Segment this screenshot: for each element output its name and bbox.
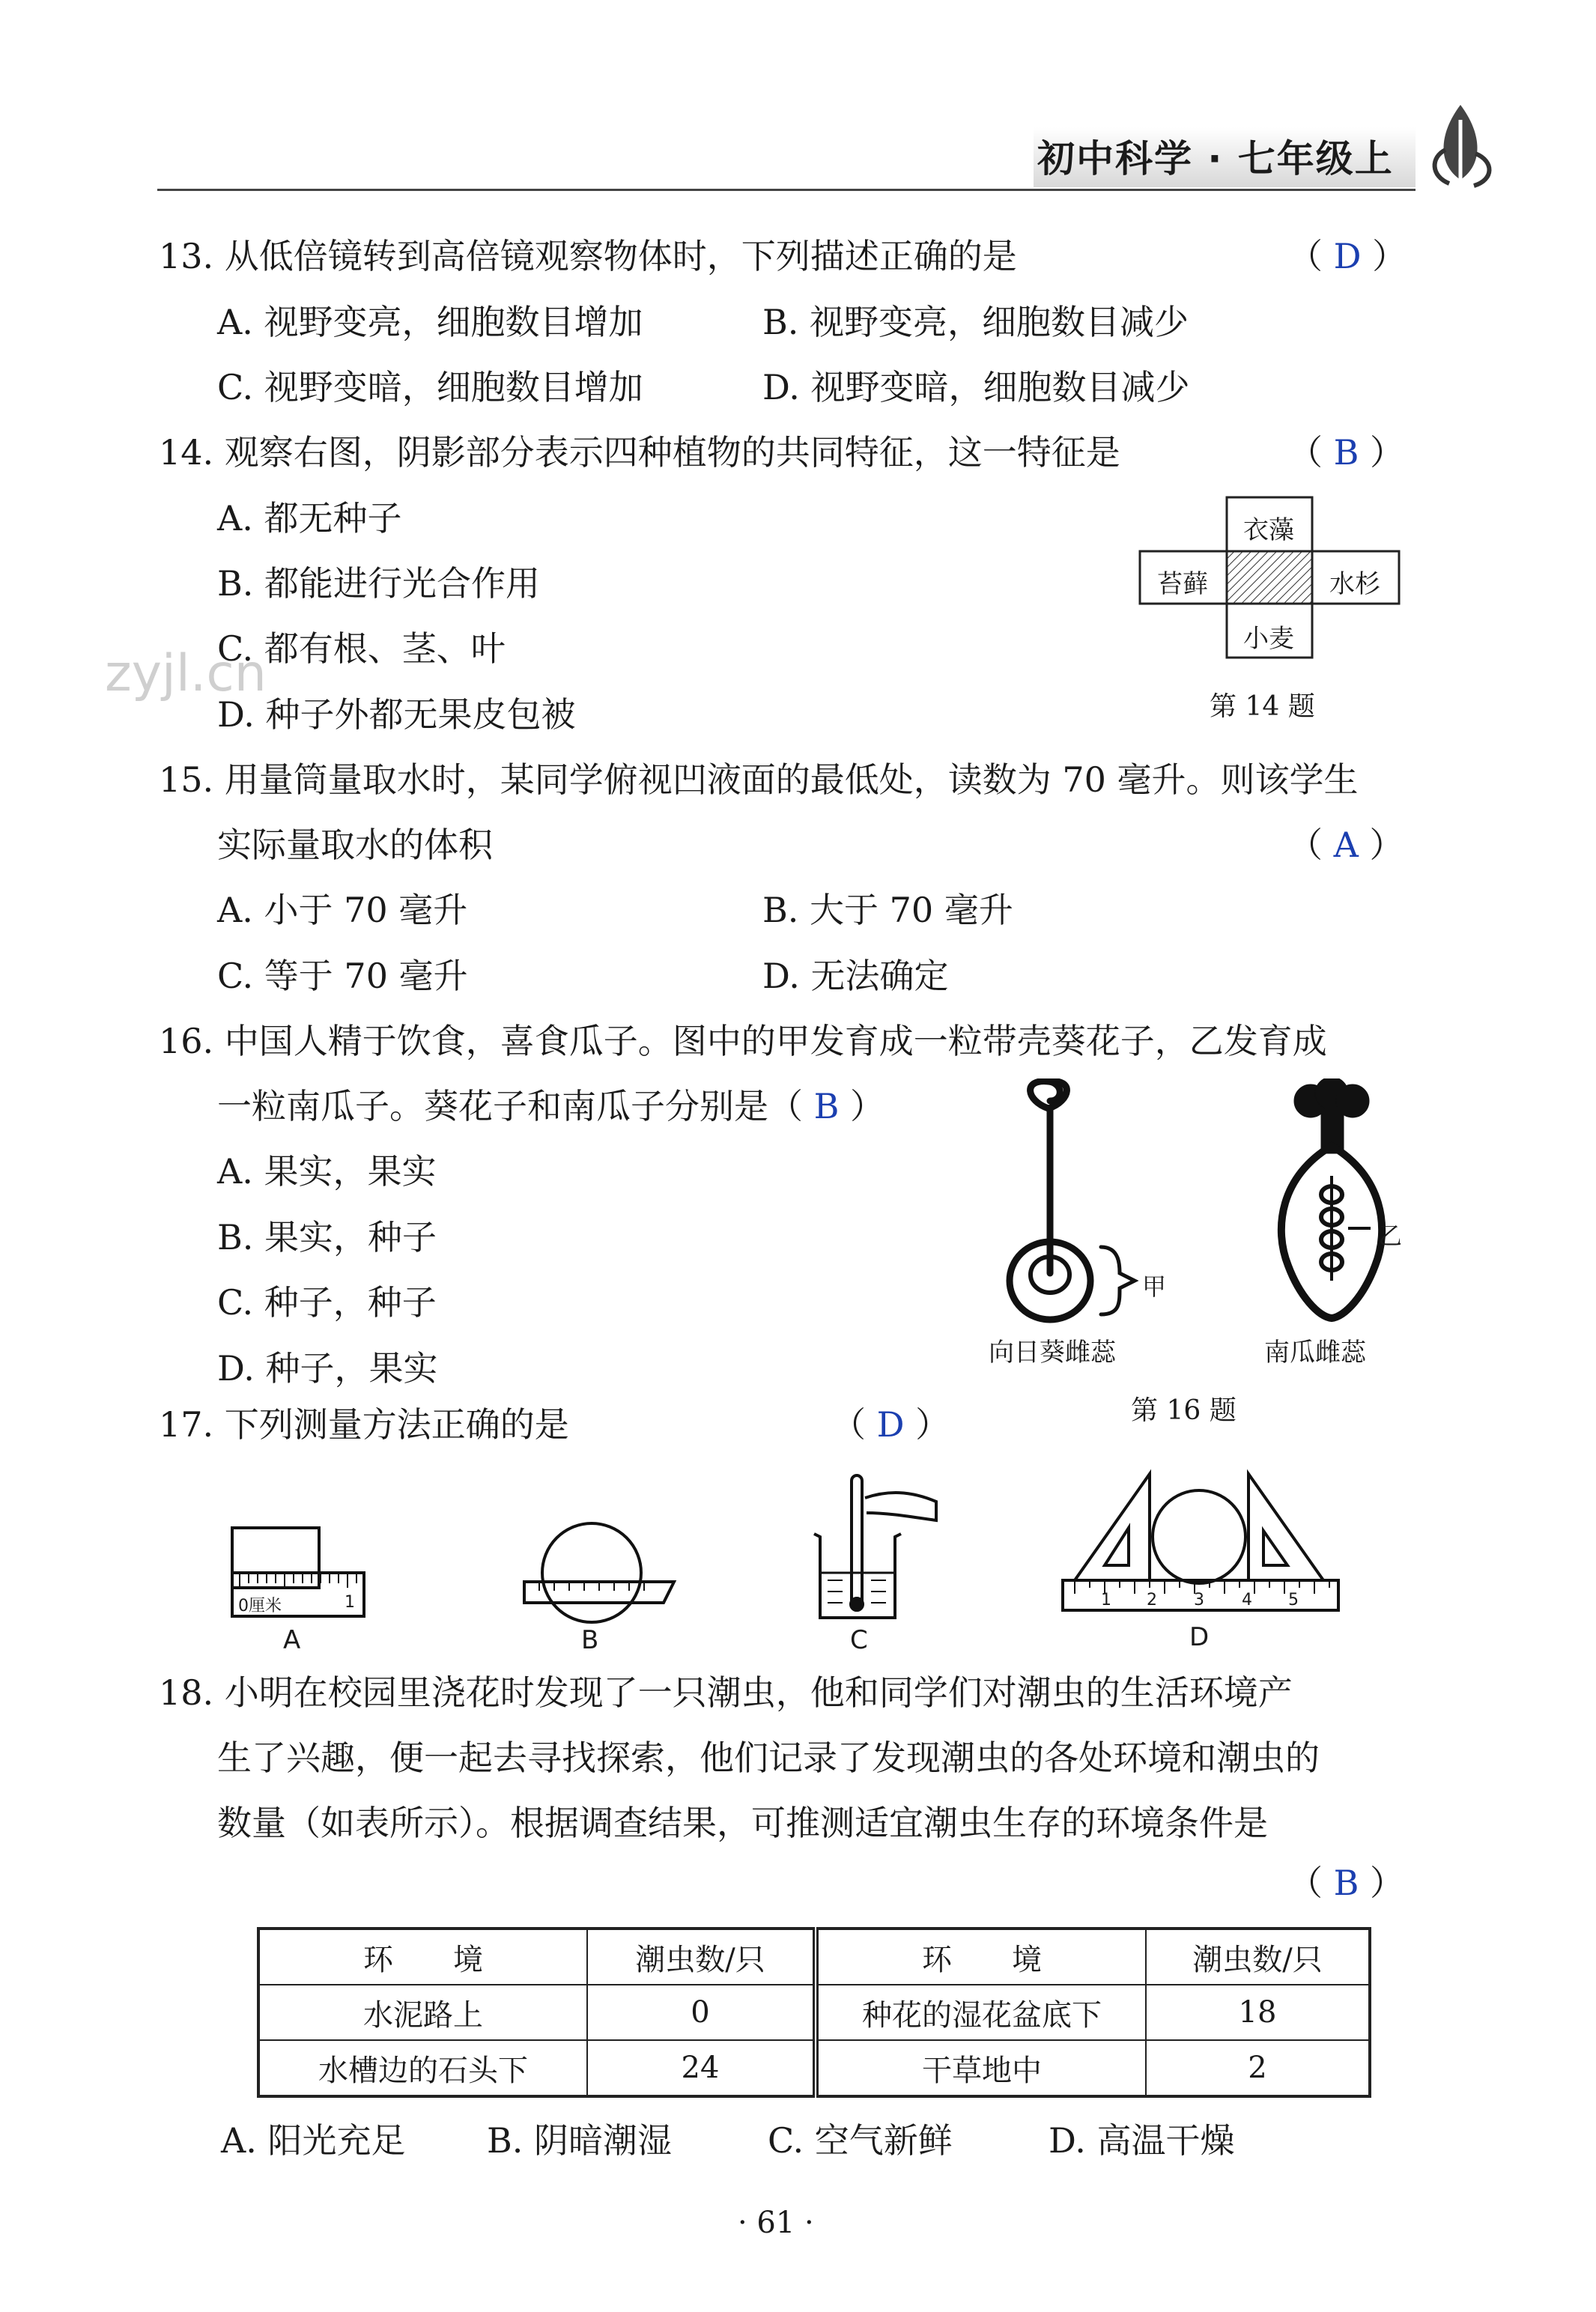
q17-answer: D (876, 1404, 905, 1445)
q18-option-a: A. 阳光充足 (221, 2120, 406, 2161)
watermark: zyjl.cn (105, 644, 267, 703)
q15-stem-line1: 15. 用量筒量取水时，某同学俯视凹液面的最低处，读数为 70 毫升。则该学生 (159, 759, 1359, 800)
q18-option-b: B. 阴暗潮湿 (487, 2120, 673, 2161)
q15-option-d: D. 无法确定 (762, 956, 949, 996)
table-cell: 水泥路上 (258, 1985, 587, 2040)
q13-option-b: B. 视野变亮，细胞数目减少 (762, 302, 1189, 342)
q13-answer-bracket: （ D ） (1288, 236, 1407, 276)
q14-label-left: 苔藓 (1157, 569, 1208, 599)
q14-answer-bracket: （ B ） (1288, 432, 1405, 473)
q18-option-c: C. 空气新鲜 (768, 2120, 953, 2161)
q16-stem-line2: 一粒南瓜子。葵花子和南瓜子分别是（ B ） (217, 1086, 885, 1126)
q13-option-c: C. 视野变暗，细胞数目增加 (217, 367, 643, 407)
q16-stem-line1: 16. 中国人精于饮食，喜食瓜子。图中的甲发育成一粒带壳葵花子，乙发育成 (159, 1021, 1327, 1061)
table-cell: 18 (1146, 1985, 1370, 2040)
table-cell: 干草地中 (816, 2040, 1146, 2096)
q14-option-d: D. 种子外都无果皮包被 (217, 694, 576, 735)
q16-label-yi: 乙 (1378, 1222, 1403, 1250)
q16-caption-left: 向日葵雌蕊 (989, 1338, 1116, 1368)
q17-ruler-d-tick-5: 5 (1288, 1591, 1299, 1609)
q16-stem-line2-text: 一粒南瓜子。葵花子和南瓜子分别是（ (217, 1086, 803, 1126)
table-cell: 0 (587, 1985, 816, 2040)
q17-stem: 17. 下列测量方法正确的是 (159, 1404, 569, 1445)
q14-label-right: 水杉 (1329, 569, 1380, 599)
q14-box-center (1227, 551, 1312, 604)
q16-option-d: D. 种子，果实 (217, 1348, 438, 1389)
q18-answer: B (1333, 1863, 1359, 1903)
table-cell: 24 (587, 2040, 816, 2096)
table-cell: 种花的湿花盆底下 (816, 1985, 1146, 2040)
q16-option-b: B. 果实，种子 (217, 1217, 437, 1257)
q18-stem-line3: 数量（如表所示）。根据调查结果，可推测适宜潮虫生存的环境条件是 (217, 1803, 1268, 1843)
q14-stem: 14. 观察右图，阴影部分表示四种植物的共同特征，这一特征是 (159, 432, 1120, 473)
table-header-cell: 环 境 (258, 1929, 587, 1985)
q14-caption: 第 14 题 (1210, 691, 1315, 722)
q17-ruler-d-tick-2: 2 (1147, 1591, 1157, 1609)
q17-ruler-a-label: 0厘米 (238, 1597, 282, 1615)
q13-stem: 13. 从低倍镜转到高倍镜观察物体时，下列描述正确的是 (159, 236, 1017, 276)
q17-ruler-a-tick: 1 (345, 1593, 355, 1612)
q15-option-b: B. 大于 70 毫升 (762, 890, 1013, 930)
q15-option-c: C. 等于 70 毫升 (217, 956, 468, 996)
q18-stem-line1: 18. 小明在校园里浇花时发现了一只潮虫，他和同学们对潮虫的生活环境产 (159, 1672, 1293, 1713)
q14-answer: B (1333, 432, 1359, 473)
q17-answer-bracket: （ D ） (831, 1404, 950, 1445)
page-number: · 61 · (738, 2206, 814, 2240)
q16-option-c: C. 种子，种子 (217, 1282, 437, 1323)
q17-figure-c (805, 1468, 955, 1625)
table-header-cell: 环 境 (816, 1929, 1146, 1985)
q16-option-a: A. 果实，果实 (217, 1151, 437, 1192)
q17-label-b: B (581, 1625, 599, 1655)
q16-answer: B (813, 1086, 840, 1126)
q16-caption: 第 16 题 (1131, 1395, 1237, 1426)
q17-label-d: D (1189, 1622, 1210, 1652)
table-cell: 水槽边的石头下 (258, 2040, 587, 2096)
q13-option-a: A. 视野变亮，细胞数目增加 (217, 302, 643, 342)
table-row (258, 2040, 1370, 2096)
q16-label-jia: 甲 (1142, 1272, 1167, 1301)
table-cell: 2 (1146, 2040, 1370, 2096)
q14-label-top: 衣藻 (1243, 515, 1294, 545)
q14-option-b: B. 都能进行光合作用 (217, 563, 541, 604)
leaf-logo-icon (1423, 97, 1505, 195)
table-header-cell: 潮虫数/只 (1146, 1929, 1370, 1985)
q15-answer: A (1333, 825, 1359, 865)
q17-ruler-d-tick-4: 4 (1242, 1591, 1252, 1609)
table-header-cell: 潮虫数/只 (587, 1929, 816, 1985)
q17-ruler-d-tick-1: 1 (1101, 1591, 1111, 1609)
q16-caption-right: 南瓜雌蕊 (1264, 1338, 1366, 1368)
q15-stem-line2: 实际量取水的体积 (217, 825, 493, 865)
q13-option-d: D. 视野变暗，细胞数目减少 (762, 367, 1190, 407)
q14-option-c: C. 都有根、茎、叶 (217, 628, 506, 669)
q17-figure-b (517, 1513, 682, 1625)
q15-answer-bracket: （ A ） (1288, 825, 1404, 865)
q16-pumpkin-pistil (1258, 1078, 1408, 1326)
header-rule (157, 189, 1416, 191)
header-title: 初中科学 · 七年级上 (1037, 137, 1394, 180)
q17-label-c: C (850, 1625, 868, 1655)
q18-stem-line2: 生了兴趣，便一起去寻找探索，他们记录了发现潮虫的各处环境和潮虫的 (217, 1738, 1320, 1778)
q15-option-a: A. 小于 70 毫升 (217, 890, 468, 930)
q13-answer: D (1333, 236, 1362, 276)
q18-table (257, 1927, 1371, 2098)
q18-option-d: D. 高温干燥 (1049, 2120, 1235, 2161)
q18-answer-bracket: （ B ） (1288, 1863, 1405, 1903)
table-header-row (258, 1929, 1370, 1985)
table-row (258, 1985, 1370, 2040)
q17-label-a: A (283, 1625, 301, 1655)
q14-option-a: A. 都无种子 (217, 498, 402, 538)
q14-label-bottom: 小麦 (1243, 624, 1294, 654)
q17-ruler-d-tick-3: 3 (1194, 1591, 1204, 1609)
